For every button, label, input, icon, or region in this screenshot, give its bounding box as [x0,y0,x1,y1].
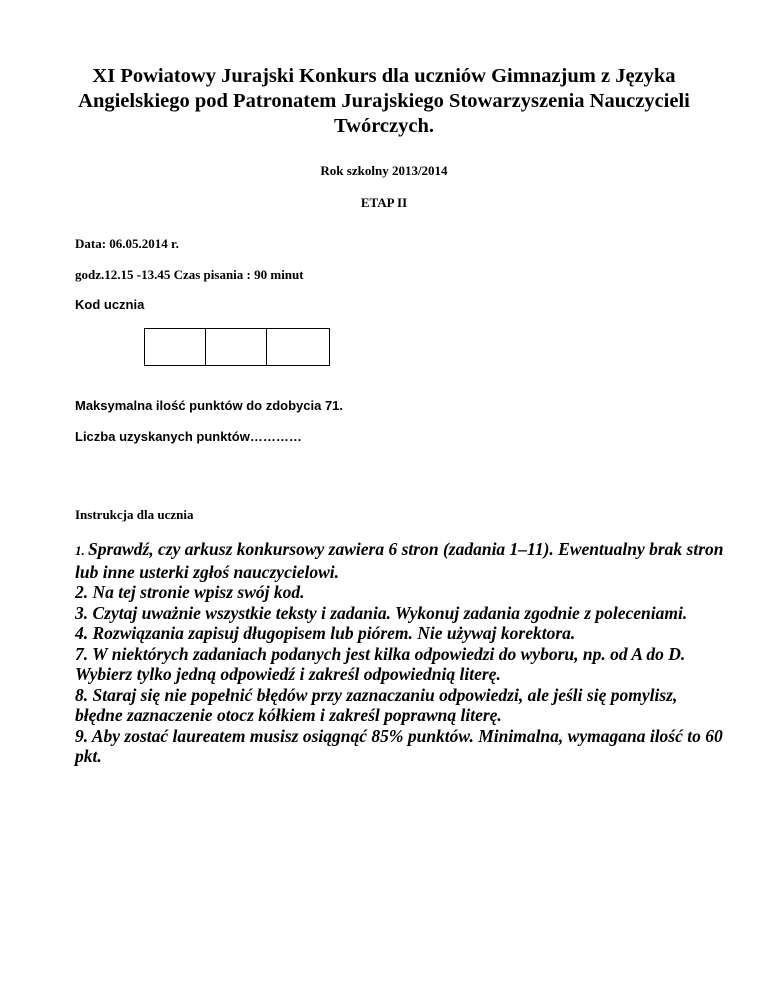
exam-date: Data: 06.05.2014 r. [75,236,179,251]
instruction-item-4: 4. Rozwiązania zapisuj długopisem lub piórem. Nie używaj korektora. [75,623,576,643]
document-title: XI Powiatowy Jurajski Konkurs dla uczniów Gimnazjum z Języka Angielskiego pod Patronatem Jurajskiego Stowarzyszenia Nauczycieli Twórczych. [78,65,690,137]
instructions-list [75,539,725,767]
instruction-item-2: 2. Na tej stronie wpisz swój kod. [75,582,305,602]
stage-label: ETAP II [360,195,408,210]
code-box-1[interactable] [145,329,206,365]
instructions-heading: Instrukcja dla ucznia [75,507,194,522]
points-obtained: Liczba uzyskanych punktów………… [75,429,302,444]
school-year: Rok szkolny 2013/2014 [320,163,448,178]
student-code-label: Kod ucznia [75,297,145,312]
instruction-item-8: 8. Staraj się nie popełnić błędów przy zaznaczaniu odpowiedzi, ale jeśli się pomylisz, błędne zaznaczenie otocz kółkiem i zakreśl poprawną literę. [75,684,678,725]
instruction-item-9: 9. Aby zostać laureatem musisz osiągnąć 85% punktów. Minimalna, wymagana ilość to 60 pkt. [75,725,723,766]
instruction-item-7: 7. W niektórych zadaniach podanych jest kilka odpowiedzi do wyboru, np. od A do D. Wybierz tylko jedną odpowiedź i zakreśl odpowiednią literę. [75,643,686,684]
code-box-3[interactable] [267,329,329,365]
max-points: Maksymalna ilość punktów do zdobycia 71. [75,398,344,413]
code-box-2[interactable] [206,329,267,365]
instruction-item-1: 1. Sprawdź, czy arkusz konkursowy zawiera 6 stron (zadania 1–11). Ewentualny brak stron lub inne usterki zgłoś nauczycielowi. [75,539,724,582]
exam-time: godz.12.15 -13.45 Czas pisania : 90 minut [75,267,304,282]
student-code-boxes [144,328,330,366]
instruction-item-3: 3. Czytaj uważnie wszystkie teksty i zadania. Wykonuj zadania zgodnie z poleceniami. [75,602,688,623]
